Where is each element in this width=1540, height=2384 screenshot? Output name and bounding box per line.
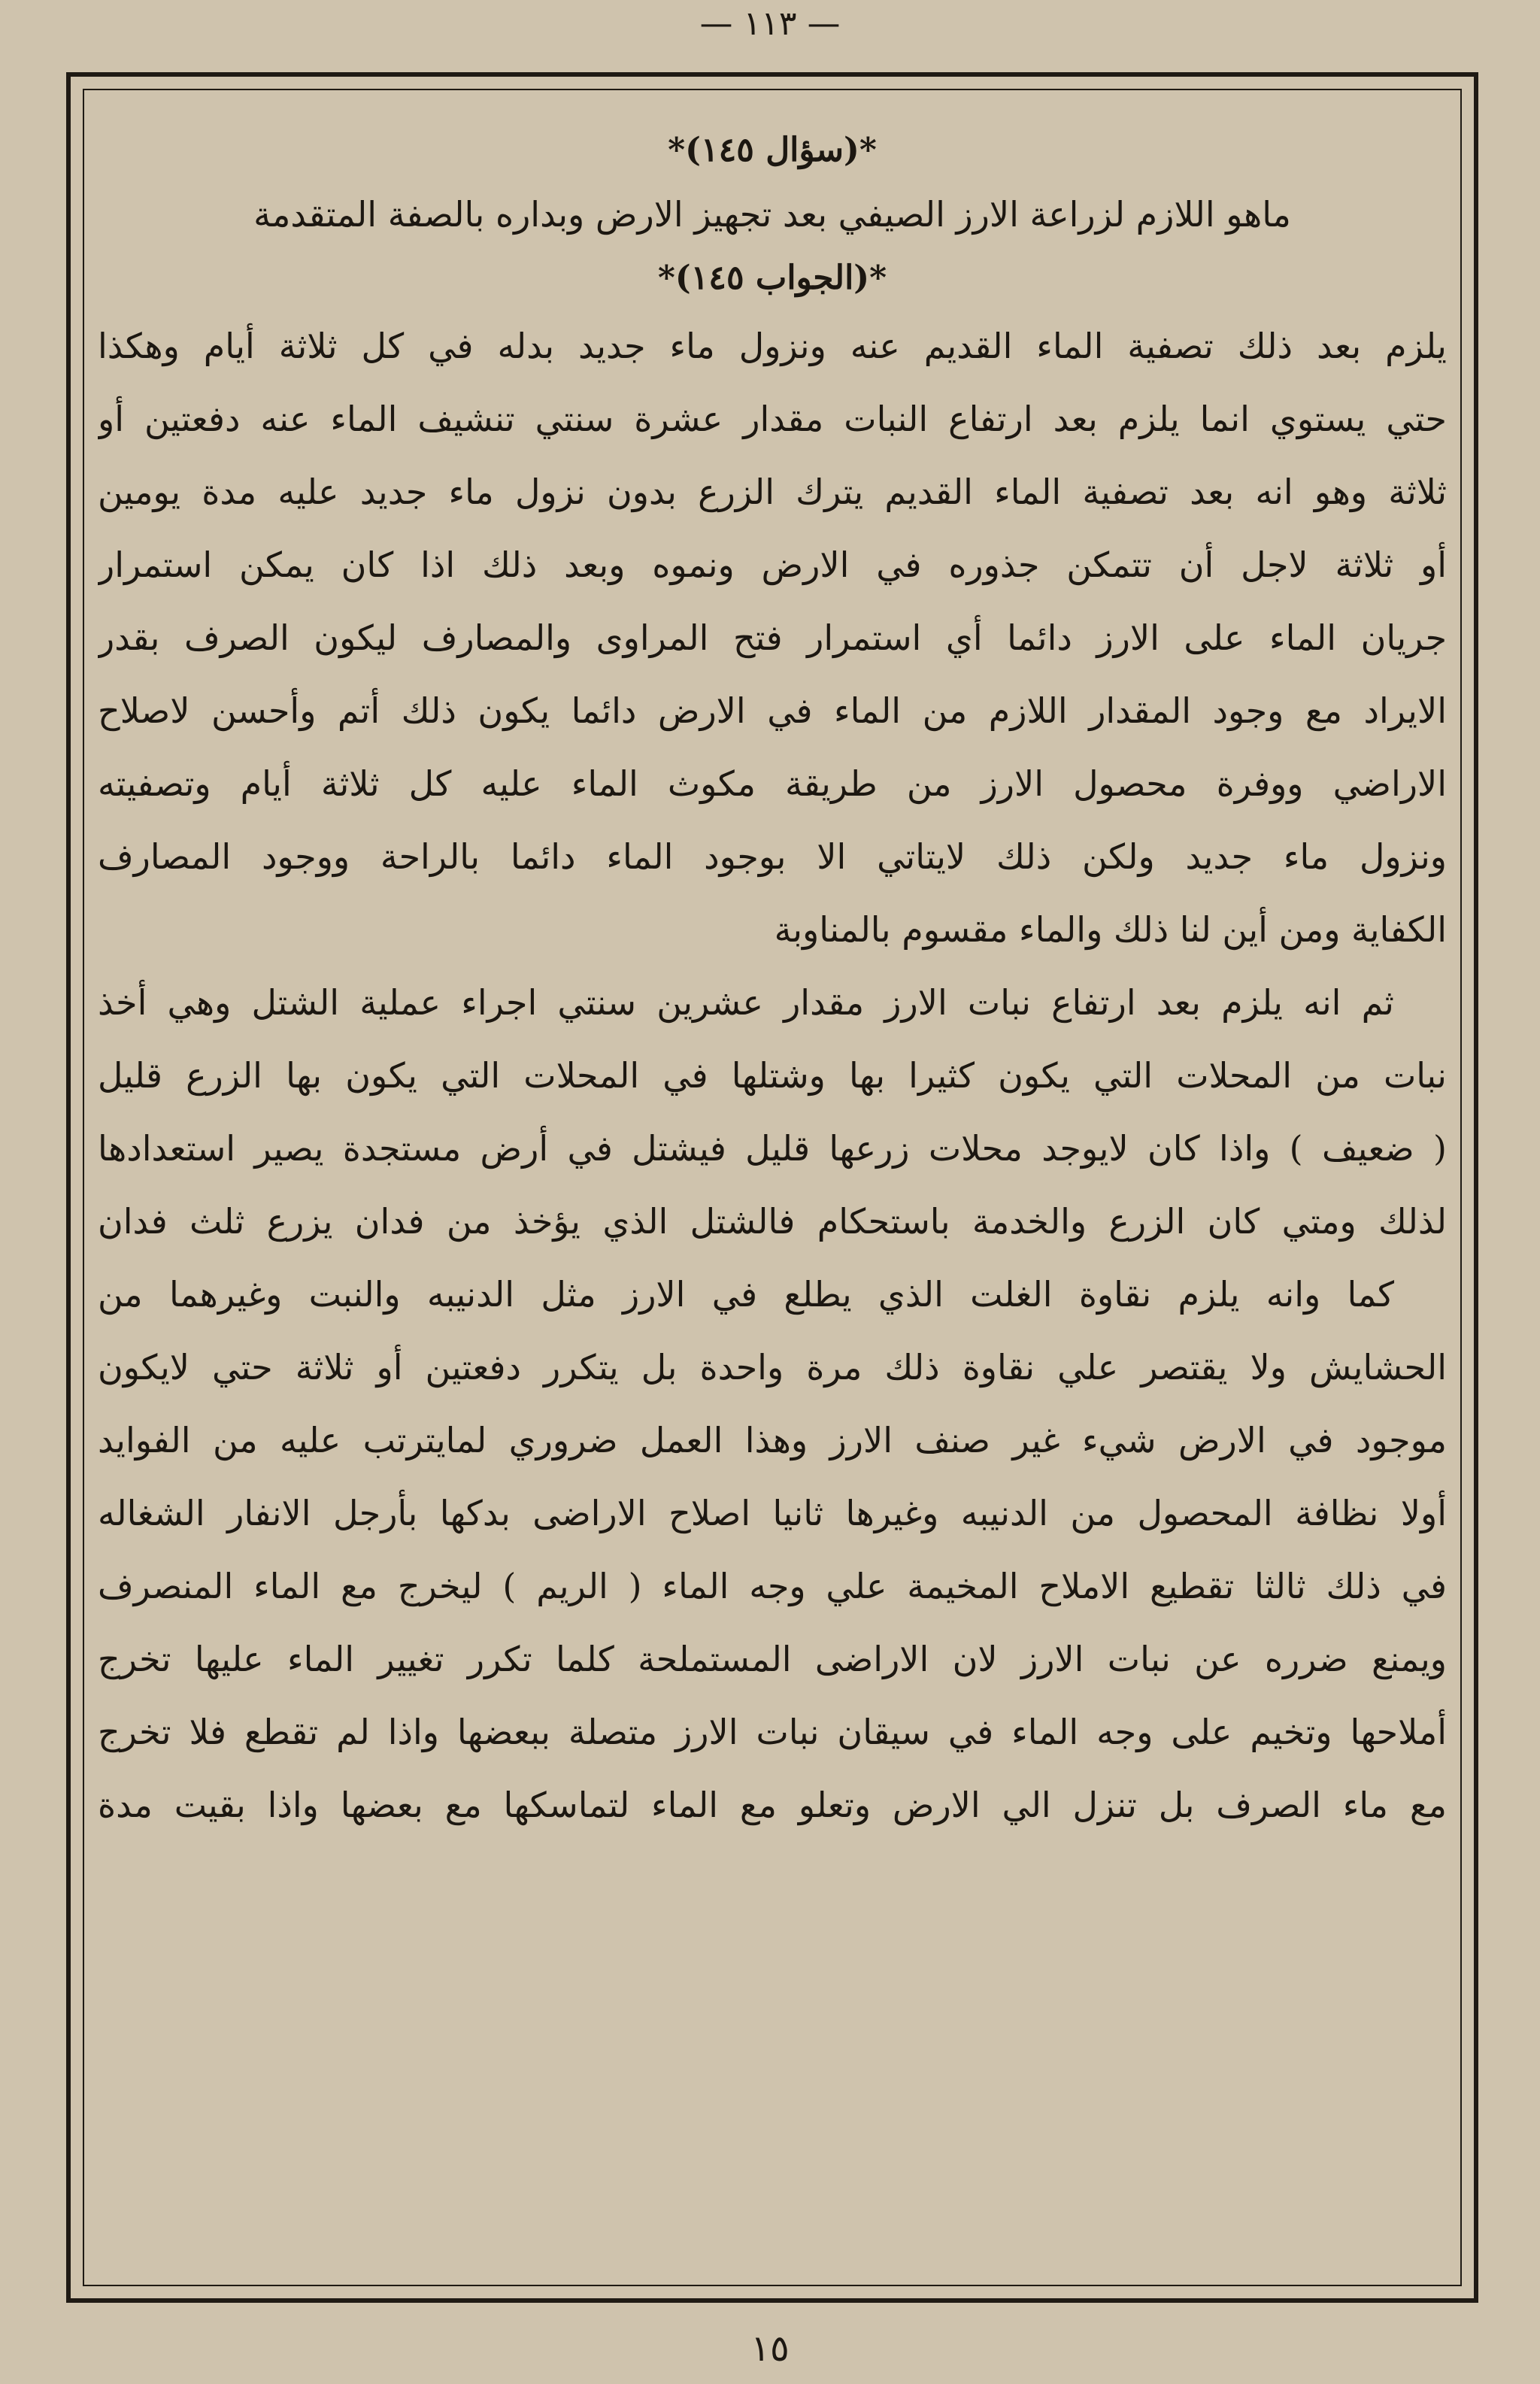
- answer-line: أملاحها وتخيم على وجه الماء في سيقان نبات الارز متصلة ببعضها واذا لم تقطع فلا تخرج: [98, 1712, 1447, 1752]
- answer-line: ثم انه يلزم بعد ارتفاع نبات الارز مقدار عشرين سنتي اجراء عملية الشتل وهي أخذ: [98, 982, 1394, 1023]
- answer-line: ونزول ماء جديد ولكن ذلك لايتاتي الا بوجود الماء دائما بالراحة ووجود المصارف: [98, 836, 1447, 877]
- answer-line: جريان الماء على الارز دائما أي استمرار فتح المراوى والمصارف ليكون الصرف بقدر: [98, 617, 1447, 658]
- answer-line: لذلك ومتي كان الزرع والخدمة باستحكام فالشتل الذي يؤخذ من فدان يزرع ثلث فدان: [98, 1201, 1447, 1242]
- answer-line: موجود في الارض شيء غير صنف الارز وهذا العمل ضروري لمايترتب عليه من الفوايد: [98, 1420, 1447, 1460]
- answer-line: الايراد مع وجود المقدار اللازم من الماء في الارض دائما يكون ذلك أتم وأحسن لاصلاح: [98, 690, 1447, 731]
- answer-heading: *(الجواب ١٤٥)*: [657, 259, 887, 297]
- page-content: [98, 126, 1447, 1842]
- answer-line: الاراضي ووفرة محصول الارز من طريقة مكوث الماء عليه كل ثلاثة أيام وتصفيته: [98, 763, 1447, 804]
- answer-line: ( ضعيف ) واذا كان لايوجد محلات زرعها قليل فيشتل في أرض مستجدة يصير استعدادها: [98, 1128, 1447, 1169]
- answer-line: أو ثلاثة لاجل أن تتمكن جذوره في الارض ونموه وبعد ذلك اذا كان يمكن استمرار: [98, 544, 1447, 585]
- answer-line: يلزم بعد ذلك تصفية الماء القديم عنه ونزول ماء جديد بدله في كل ثلاثة أيام وهكذا: [98, 326, 1447, 366]
- answer-line: ويمنع ضرره عن نبات الارز لان الاراضى المستملحة كلما تكرر تغيير الماء عليها تخرج: [98, 1639, 1447, 1679]
- answer-line: حتي يستوي انما يلزم بعد ارتفاع النبات مقدار عشرة سنتي تنشيف الماء عنه دفعتين أو: [98, 399, 1447, 439]
- answer-line: ثلاثة وهو انه بعد تصفية الماء القديم يترك الزرع بدون نزول ماء جديد عليه مدة يومين: [98, 472, 1447, 512]
- answer-line: الحشايش ولا يقتصر علي نقاوة ذلك مرة واحدة بل يتكرر دفعتين أو ثلاثة حتي لايكون: [98, 1347, 1447, 1388]
- answer-line: الكفاية ومن أين لنا ذلك والماء مقسوم بالمناوبة: [774, 909, 1447, 950]
- answer-line: كما وانه يلزم نقاوة الغلت الذي يطلع في الارز مثل الدنيبه والنبت وغيرهما من: [98, 1274, 1394, 1315]
- page-number: — ١١٣ —: [699, 5, 841, 43]
- question-heading: *(سؤال ١٤٥)*: [668, 131, 877, 169]
- answer-body: [98, 310, 1447, 1842]
- answer-line: مع ماء الصرف بل تنزل الي الارض وتعلو مع الماء لتماسكها مع بعضها واذا بقيت مدة: [98, 1785, 1447, 1825]
- answer-line: نبات من المحلات التي يكون كثيرا بها وشتلها في المحلات التي يكون بها الزرع قليل: [98, 1055, 1447, 1096]
- printer-signature-number: ١٥: [750, 2328, 790, 2370]
- answer-line: أولا نظافة المحصول من الدنيبه وغيرها ثانيا اصلاح الاراضى بدكها بأرجل الانفار الشغاله: [98, 1493, 1447, 1533]
- question-text: ماهو اللازم لزراعة الارز الصيفي بعد تجهيز الارض وبداره بالصفة المتقدمة: [253, 194, 1291, 235]
- answer-line: في ذلك ثالثا تقطيع الاملاح المخيمة علي وجه الماء ( الريم ) ليخرج مع الماء المنصرف: [98, 1566, 1447, 1606]
